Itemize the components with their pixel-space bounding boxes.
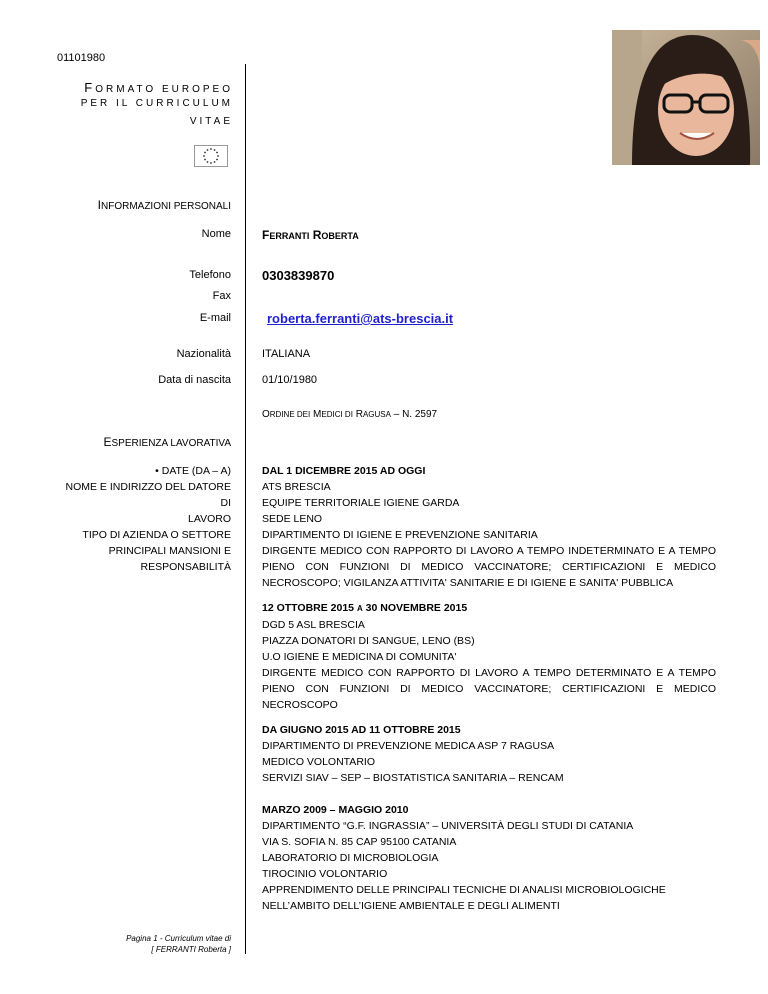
phone-label: Telefono [189, 269, 231, 281]
label-sector: TIPO DI AZIENDA O SETTORE [82, 529, 231, 541]
experience-entry-1 [262, 463, 716, 591]
entry-line: DGD 5 ASL BRESCIA [262, 619, 365, 631]
entry-line: DIPARTIMENTO “G.F. INGRASSIA” – UNIVERSITÀ DEGLI STUDI DI CATANIA [262, 820, 634, 832]
entry-heading: DA GIUGNO 2015 AD 11 OTTOBRE 2015 [262, 724, 461, 736]
email-label: E-mail [199, 312, 231, 324]
entry-line: SERVIZI SIAV – SEP – BIOSTATISTICA SANITARIA – RENCAM [262, 772, 564, 784]
entry-line: SEDE LENO [262, 513, 323, 525]
medical-order-registration: ORDINE DEI MEDICI DI RAGUSA – N. 2597 [262, 409, 438, 420]
label-employer-cont: DI [220, 497, 231, 509]
experience-field-labels [31, 463, 231, 575]
entry-line: EQUIPE TERRITORIALE IGIENE GARDA [262, 497, 460, 509]
format-title-line1: FORMATO EUROPEO [84, 80, 233, 95]
entry-line: ATS BRESCIA [262, 481, 331, 493]
entry-line: MEDICO VOLONTARIO [262, 756, 375, 768]
entry-line: LABORATORIO DI MICROBIOLOGIA [262, 852, 439, 864]
label-employer-cont2: LAVORO [188, 513, 231, 525]
column-divider [245, 64, 246, 954]
eu-flag-icon [194, 145, 228, 167]
entry-heading: DAL 1 DICEMBRE 2015 AD OGGI [262, 465, 426, 477]
birth-date-label: Data di nascita [158, 374, 231, 386]
entry-line: DIPARTIMENTO DI PREVENZIONE MEDICA ASP 7 RAGUSA [262, 740, 555, 752]
entry-line: PIAZZA DONATORI DI SANGUE, LENO (BS) [262, 635, 475, 647]
document-code: 01101980 [57, 52, 106, 64]
email-link[interactable]: roberta.ferranti@ats-brescia.it [267, 311, 454, 326]
entry-line: DIPARTIMENTO DI IGIENE E PREVENZIONE SANITARIA [262, 529, 538, 541]
birth-date-value: 01/10/1980 [262, 374, 318, 386]
label-duties: PRINCIPALI MANSIONI E [108, 545, 231, 557]
experience-entry-4 [262, 802, 716, 914]
entry-heading: 12 OTTOBRE 2015 A 30 NOVEMBRE 2015 [262, 602, 468, 614]
profile-photo [612, 30, 760, 165]
name-label: Nome [201, 228, 231, 240]
entry-line: U.O IGIENE E MEDICINA DI COMUNITA' [262, 651, 457, 663]
entry-description: DIRGENTE MEDICO CON RAPPORTO DI LAVORO A TEMPO DETERMINATO E A TEMPO PIENO CON FUNZIONI DI MEDICO VACCINATORE; CERTIFICAZIONI E MEDICO NECROSCOPO [262, 667, 716, 711]
experience-entry-3 [262, 722, 716, 786]
label-duties-cont: RESPONSABILITÀ [140, 561, 231, 573]
entry-line: VIA S. SOFIA N. 85 CAP 95100 CATANIA [262, 836, 457, 848]
nationality-label: Nazionalità [176, 348, 231, 360]
nationality-value: ITALIANA [262, 348, 311, 360]
work-experience-heading: ESPERIENZA LAVORATIVA [103, 435, 231, 449]
entry-line: TIROCINIO VOLONTARIO [262, 868, 388, 880]
experience-entry-2 [262, 600, 716, 713]
fax-label: Fax [212, 290, 231, 302]
name-value: FERRANTI ROBERTA [262, 228, 359, 242]
entry-description: APPRENDIMENTO DELLE PRINCIPALI TECNICHE DI ANALISI MICROBIOLOGICHE NELL’AMBITO DELL’IGIENE AMBIENTALE E DEGLI ALIMENTI [262, 884, 666, 912]
phone-value: 0303839870 [262, 268, 335, 283]
label-employer: NOME E INDIRIZZO DEL DATORE [65, 481, 231, 493]
format-title-line2: PER IL CURRICULUM [80, 98, 233, 109]
personal-info-heading: INFORMAZIONI PERSONALI [97, 198, 231, 212]
label-dates: • DATE (DA – A) [155, 465, 231, 477]
entry-description: DIRGENTE MEDICO CON RAPPORTO DI LAVORO A TEMPO INDETERMINATO E A TEMPO PIENO CON FUNZIONI DI MEDICO VACCINATORE; CERTIFICAZIONI E MEDICO NECROSCOPO; VIGILANZA ATTIVITA' SANITARIE E DI IGIENE E SANITA' PUBBLICA [262, 545, 716, 589]
page-footer: Pagina 1 - Curriculum vitae di [ FERRANTI Roberta ] [126, 934, 231, 954]
entry-heading: MARZO 2009 – MAGGIO 2010 [262, 804, 409, 816]
format-title-line3: VITAE [189, 116, 233, 127]
